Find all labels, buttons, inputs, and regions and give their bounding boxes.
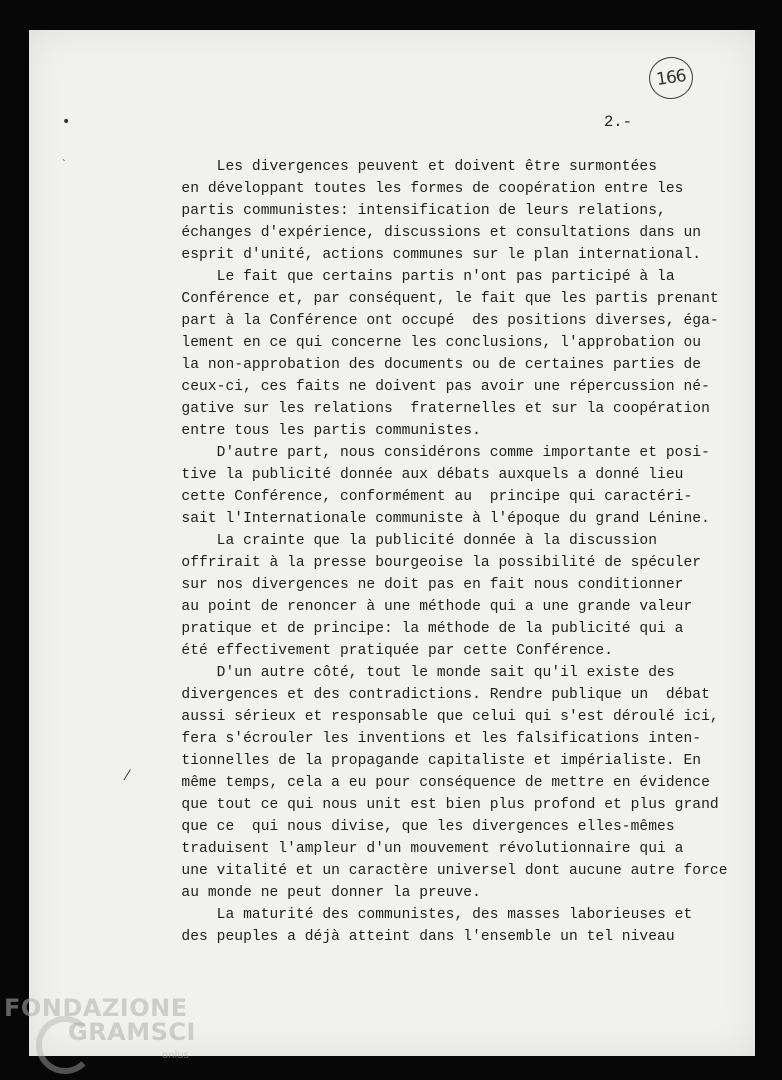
watermark-line-1: FONDAZIONE: [4, 994, 188, 1022]
text-line: sait l'Internationale communiste à l'époque du grand Lénine.: [155, 511, 710, 527]
text-line: ceux-ci, ces faits ne doivent pas avoir une répercussion né-: [155, 379, 710, 395]
text-line: échanges d'expérience, discussions et consultations dans un: [155, 225, 702, 241]
document-page: [29, 30, 755, 1056]
text-line: au monde ne peut donner la preuve.: [155, 885, 481, 901]
text-line: D'un autre côté, tout le monde sait qu'il existe des: [155, 665, 675, 681]
text-line: aussi sérieux et responsable que celui qui s'est déroulé ici,: [155, 709, 719, 725]
text-line: traduisent l'ampleur d'un mouvement révolutionnaire qui a: [155, 841, 684, 857]
text-line: La crainte que la publicité donnée à la discussion: [155, 533, 658, 549]
text-line: la non-approbation des documents ou de certaines parties de: [155, 357, 702, 373]
text-line: au point de renoncer à une méthode qui a une grande valeur: [155, 599, 693, 615]
fondazione-gramsci-watermark: [4, 994, 204, 1078]
text-line: une vitalité et un caractère universel dont aucune autre force: [155, 863, 728, 879]
text-line: tive la publicité donnée aux débats auxquels a donné lieu: [155, 467, 684, 483]
text-line: D'autre part, nous considérons comme importante et posi-: [155, 445, 710, 461]
text-line: fera s'écrouler les inventions et les falsifications inten-: [155, 731, 702, 747]
text-line: La maturité des communistes, des masses laborieuses et: [155, 907, 693, 923]
watermark-line-2: GRAMSCI: [68, 1018, 196, 1046]
archive-stamp: [646, 54, 695, 102]
text-line: gative sur les relations fraternelles et sur la coopération: [155, 401, 710, 417]
text-line: lement en ce qui concerne les conclusions, l'approbation ou: [155, 335, 702, 351]
text-line: cette Conférence, conformément au principe qui caractéri-: [155, 489, 693, 505]
text-line: en développant toutes les formes de coopération entre les: [155, 181, 684, 197]
text-line: Conférence et, par conséquent, le fait que les partis prenant: [155, 291, 719, 307]
margin-slash-mark: ⁄: [126, 768, 129, 784]
text-line: Les divergences peuvent et doivent être surmontées: [155, 159, 658, 175]
text-line: part à la Conférence ont occupé des positions diverses, éga-: [155, 313, 719, 329]
typed-body-text: [155, 156, 728, 948]
text-line: pratique et de principe: la méthode de la publicité qui a: [155, 621, 684, 637]
text-line: offrirait à la presse bourgeoise la possibilité de spéculer: [155, 555, 702, 571]
text-line: partis communistes: intensification de leurs relations,: [155, 203, 666, 219]
text-line: Le fait que certains partis n'ont pas participé à la: [155, 269, 675, 285]
text-line: que ce qui nous divise, que les divergences elles-mêmes: [155, 819, 675, 835]
text-line: des peuples a déjà atteint dans l'ensemble un tel niveau: [155, 929, 675, 945]
text-line: divergences et des contradictions. Rendre publique un débat: [155, 687, 710, 703]
stamp-number: 166: [655, 66, 687, 90]
page-number: 2.-: [604, 113, 632, 131]
text-line: esprit d'unité, actions communes sur le plan international.: [155, 247, 702, 263]
text-line: même temps, cela a eu pour conséquence de mettre en évidence: [155, 775, 710, 791]
text-line: tionnelles de la propagande capitaliste et impérialiste. En: [155, 753, 702, 769]
margin-dot-mark: •: [62, 114, 71, 130]
watermark-line-3: onlus: [162, 1050, 189, 1061]
text-line: été effectivement pratiquée par cette Conférence.: [155, 643, 613, 659]
text-line: entre tous les partis communistes.: [155, 423, 481, 439]
margin-tick-mark: ˎ: [62, 152, 67, 162]
text-line: que tout ce qui nous unit est bien plus profond et plus grand: [155, 797, 719, 813]
text-line: sur nos divergences ne doit pas en fait nous conditionner: [155, 577, 684, 593]
